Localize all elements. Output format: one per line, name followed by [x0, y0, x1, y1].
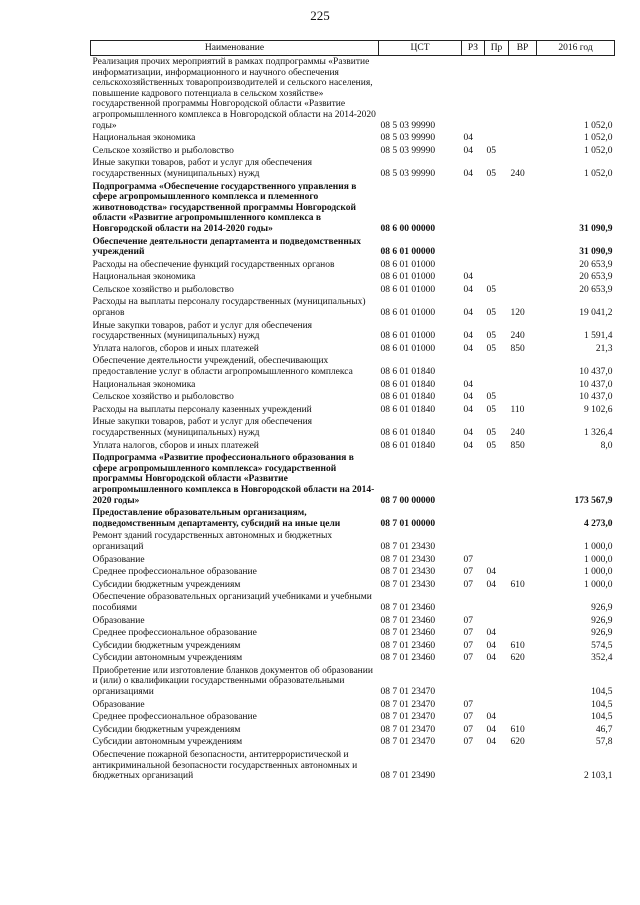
table-row — [91, 296, 615, 319]
cell-amount: 19 041,2 — [579, 308, 613, 319]
cell-amount: 8,0 — [600, 440, 613, 451]
table-row — [91, 416, 615, 439]
cell-rz: 04 — [463, 343, 473, 354]
table-row — [91, 554, 615, 567]
cell-amount: 926,9 — [591, 615, 613, 626]
table-row — [91, 320, 615, 343]
cell-rz: 07 — [463, 615, 473, 626]
cell-amount: 31 090,9 — [579, 247, 613, 258]
table-row — [91, 259, 615, 272]
cell-rz — [462, 181, 485, 236]
cell-amount: 1 591,4 — [584, 331, 613, 342]
cell-pr — [485, 132, 509, 145]
table-row — [91, 181, 615, 236]
table-row — [91, 627, 615, 640]
cell-rz: 07 — [463, 567, 473, 578]
cell-pr — [485, 507, 509, 530]
cell-cst: 08 7 01 23460 — [380, 602, 436, 613]
cell-name: Иные закупки товаров, работ и услуг для обеспечения государственных (муниципальных) нужд — [92, 417, 313, 438]
table-row — [91, 404, 615, 417]
budget-table — [90, 40, 615, 783]
cell-amount: 10 437,0 — [579, 367, 613, 378]
cell-name: Иные закупки товаров, работ и услуг для обеспечения государственных (муниципальных) нужд — [92, 158, 313, 179]
cell-pr — [485, 699, 509, 712]
table-row — [91, 579, 615, 592]
cell-name: Уплата налогов, сборов и иных платежей — [92, 440, 259, 451]
cell-amount: 46,7 — [595, 724, 613, 735]
cell-pr — [485, 591, 509, 614]
cell-name: Сельское хозяйство и рыболовство — [92, 284, 234, 295]
cell-vr — [509, 56, 537, 133]
cell-amount: 104,5 — [591, 699, 613, 710]
cell-name: Приобретение или изготовление бланков документов об образовании и (или) о квалификации государственными образовательными организациями — [92, 665, 373, 698]
cell-vr — [509, 355, 537, 378]
cell-rz — [462, 56, 485, 133]
cell-vr: 110 — [510, 404, 525, 415]
cell-name: Образование — [92, 699, 145, 710]
cell-cst: 08 7 01 23430 — [380, 554, 436, 565]
cell-cst: 08 5 03 99990 — [380, 145, 436, 156]
cell-vr — [509, 627, 537, 640]
cell-pr — [485, 530, 509, 553]
table-row — [91, 343, 615, 356]
cell-pr — [485, 56, 509, 133]
cell-amount: 926,9 — [591, 602, 613, 613]
cell-vr — [509, 615, 537, 628]
cell-vr: 850 — [510, 343, 525, 354]
cell-amount: 352,4 — [591, 653, 613, 664]
table-row — [91, 736, 615, 749]
table-row — [91, 530, 615, 553]
cell-cst: 08 7 01 00000 — [380, 518, 436, 529]
cell-rz: 04 — [463, 392, 473, 403]
table-row — [91, 699, 615, 712]
cell-cst: 08 6 01 01840 — [380, 367, 436, 378]
cell-cst: 08 6 01 01000 — [380, 272, 436, 283]
cell-amount: 1 000,0 — [584, 567, 613, 578]
cell-vr: 610 — [510, 579, 525, 590]
cell-name: Уплата налогов, сборов и иных платежей — [92, 343, 259, 354]
cell-pr — [485, 236, 509, 259]
cell-name: Обеспечение деятельности департамента и подведомственных учреждений — [92, 236, 362, 258]
cell-rz: 07 — [463, 712, 473, 723]
cell-name: Национальная экономика — [92, 133, 196, 144]
cell-cst: 08 7 01 23430 — [380, 541, 436, 552]
cell-rz: 04 — [463, 284, 473, 295]
cell-vr — [509, 379, 537, 392]
cell-amount: 173 567,9 — [574, 495, 613, 506]
cell-rz — [462, 530, 485, 553]
table-row — [91, 271, 615, 284]
cell-name: Обеспечение образовательных организаций учебниками и учебными пособиями — [92, 592, 372, 613]
cell-name: Субсидии бюджетным учреждениям — [92, 724, 241, 735]
cell-cst: 08 7 01 23430 — [380, 567, 436, 578]
cell-rz — [462, 259, 485, 272]
cell-vr: 610 — [510, 724, 525, 735]
cell-name: Среднее профессиональное образование — [92, 712, 257, 723]
cell-vr — [509, 711, 537, 724]
cell-cst: 08 6 01 01000 — [380, 259, 436, 270]
cell-pr: 04 — [486, 737, 496, 748]
cell-vr: 120 — [510, 308, 525, 319]
cell-amount: 10 437,0 — [579, 379, 613, 390]
cell-cst: 08 6 00 00000 — [380, 223, 436, 234]
cell-pr — [485, 749, 509, 783]
table-row — [91, 391, 615, 404]
cell-vr — [509, 181, 537, 236]
table-row — [91, 236, 615, 259]
cell-cst: 08 6 01 01840 — [380, 428, 436, 438]
cell-vr — [509, 271, 537, 284]
cell-pr: 04 — [486, 579, 496, 590]
cell-name: Подпрограмма «Развитие профессионального образования в сфере агропромышленного комплекса» государственной программы Новгородской области «Развитие агропромышленного комплекса в Новгородской области на 2014-2020 годы» — [92, 453, 375, 506]
cell-vr: 850 — [510, 440, 525, 451]
cell-amount: 1 000,0 — [584, 554, 613, 565]
cell-pr: 04 — [486, 567, 496, 578]
cell-rz: 04 — [463, 440, 473, 451]
table-row — [91, 652, 615, 665]
table-header — [91, 41, 615, 56]
cell-name: Реализация прочих мероприятий в рамках подпрограммы «Развитие информатизации, информационного и научного обеспечения сельскохозяйственных товаропроизводителей и сельского населения, повышение кадрового потенциала в сельском хозяйстве» государственной программы Новгородской области «Развитие агропромышленного комплекса в Новгородской области на 2014-2020 годы» — [92, 57, 376, 131]
cell-amount: 20 653,9 — [579, 259, 613, 270]
cell-amount: 1 052,0 — [584, 133, 613, 144]
cell-name: Образование — [92, 554, 145, 565]
cell-cst: 08 6 01 01000 — [380, 284, 436, 295]
cell-pr: 04 — [486, 724, 496, 735]
table-row — [91, 284, 615, 297]
table-row — [91, 355, 615, 378]
cell-cst: 08 6 01 01840 — [380, 440, 436, 451]
table-row — [91, 749, 615, 783]
cell-rz: 07 — [463, 554, 473, 565]
cell-name: Обеспечение деятельности учреждений, обеспечивающих предоставление услуг в области агропромышленного комплекса — [92, 356, 353, 378]
cell-cst: 08 7 01 23460 — [380, 628, 436, 639]
cell-rz — [462, 507, 485, 530]
table-row — [91, 566, 615, 579]
cell-pr: 04 — [486, 653, 496, 664]
cell-pr: 05 — [486, 404, 496, 415]
cell-rz: 07 — [463, 737, 473, 748]
cell-rz — [462, 749, 485, 783]
table-row — [91, 591, 615, 614]
cell-amount: 1 052,0 — [584, 145, 613, 156]
cell-rz: 04 — [463, 379, 473, 390]
cell-cst: 08 7 01 23470 — [380, 737, 436, 748]
cell-cst: 08 7 01 23470 — [380, 699, 436, 710]
cell-vr — [509, 566, 537, 579]
table-row — [91, 440, 615, 453]
table-row — [91, 507, 615, 530]
column-header-cst: ЦСТ — [379, 41, 462, 56]
cell-amount: 1 052,0 — [584, 120, 613, 131]
cell-vr: 610 — [510, 640, 525, 651]
cell-vr — [509, 391, 537, 404]
cell-pr — [485, 355, 509, 378]
cell-vr — [509, 132, 537, 145]
table-row — [91, 145, 615, 158]
cell-amount: 104,5 — [591, 712, 613, 723]
cell-name: Сельское хозяйство и рыболовство — [92, 145, 234, 156]
table-row — [91, 157, 615, 180]
cell-name: Обеспечение пожарной безопасности, антитеррористической и антикриминальной безопасности государственных автономных и бюджетных организаций — [92, 750, 358, 782]
cell-name: Подпрограмма «Обеспечение государственного управления в сфере агропромышленного комплекса и племенного животноводства» государственной программы Новгородской области «Развитие агропромышленного комплекса в Новгородской области на 2014-2020 годы» — [92, 181, 357, 234]
cell-pr: 05 — [486, 392, 496, 403]
cell-rz: 07 — [463, 699, 473, 710]
cell-amount: 9 102,6 — [584, 404, 613, 415]
cell-cst: 08 6 01 01000 — [380, 331, 436, 342]
cell-rz — [462, 236, 485, 259]
cell-pr: 05 — [486, 428, 496, 438]
cell-amount: 1 052,0 — [584, 168, 613, 179]
cell-rz — [462, 452, 485, 507]
cell-cst: 08 7 00 00000 — [380, 495, 436, 506]
cell-name: Сельское хозяйство и рыболовство — [92, 392, 234, 403]
cell-vr — [509, 452, 537, 507]
column-header-vr: ВР — [509, 41, 537, 56]
cell-name: Предоставление образовательным организациям, подведомственным департаменту, субсидий на иные цели — [92, 508, 341, 529]
cell-cst: 08 7 01 23430 — [380, 579, 436, 590]
cell-rz: 04 — [463, 168, 473, 179]
cell-rz: 04 — [463, 308, 473, 319]
cell-cst: 08 5 03 99990 — [380, 168, 436, 179]
cell-amount: 4 273,0 — [584, 518, 613, 529]
cell-vr — [509, 699, 537, 712]
cell-rz: 07 — [463, 653, 473, 664]
cell-pr: 05 — [486, 168, 496, 179]
cell-vr — [509, 554, 537, 567]
cell-name: Национальная экономика — [92, 272, 196, 283]
cell-rz — [462, 665, 485, 699]
cell-amount: 926,9 — [591, 628, 613, 639]
cell-pr: 05 — [486, 440, 496, 451]
cell-cst: 08 7 01 23490 — [380, 771, 436, 782]
cell-name: Образование — [92, 615, 145, 626]
cell-pr: 05 — [486, 284, 496, 295]
page-number: 225 — [310, 8, 330, 23]
cell-name: Субсидии автономным учреждениям — [92, 653, 243, 664]
cell-vr — [509, 284, 537, 297]
cell-pr — [485, 379, 509, 392]
table-row — [91, 379, 615, 392]
table-row — [91, 711, 615, 724]
cell-vr — [509, 665, 537, 699]
cell-pr — [485, 615, 509, 628]
column-header-name: Наименование — [91, 41, 379, 56]
cell-rz: 04 — [463, 133, 473, 144]
cell-name: Расходы на обеспечение функций государственных органов — [92, 259, 335, 270]
cell-pr — [485, 554, 509, 567]
cell-pr — [485, 259, 509, 272]
cell-vr — [509, 749, 537, 783]
table-row — [91, 132, 615, 145]
cell-vr — [509, 145, 537, 158]
cell-amount: 1 326,4 — [584, 428, 613, 438]
cell-amount: 57,8 — [595, 737, 613, 748]
cell-rz: 04 — [463, 428, 473, 438]
cell-cst: 08 7 01 23460 — [380, 653, 436, 664]
table-row — [91, 452, 615, 507]
cell-pr: 05 — [486, 145, 496, 156]
cell-rz: 07 — [463, 640, 473, 651]
cell-cst: 08 5 03 99990 — [380, 133, 436, 144]
cell-name: Субсидии автономным учреждениям — [92, 737, 243, 748]
cell-rz: 04 — [463, 404, 473, 415]
cell-name: Субсидии бюджетным учреждениям — [92, 640, 241, 651]
cell-pr: 05 — [486, 331, 496, 342]
cell-rz: 07 — [463, 628, 473, 639]
cell-cst: 08 7 01 23470 — [380, 724, 436, 735]
cell-rz: 04 — [463, 272, 473, 283]
table-row — [91, 724, 615, 737]
cell-vr: 620 — [510, 653, 525, 664]
cell-pr — [485, 181, 509, 236]
cell-name: Субсидии бюджетным учреждениям — [92, 579, 241, 590]
cell-rz: 07 — [463, 579, 473, 590]
cell-cst: 08 5 03 99990 — [380, 120, 436, 131]
cell-name: Среднее профессиональное образование — [92, 567, 257, 578]
table-body — [91, 56, 615, 783]
cell-vr — [509, 259, 537, 272]
cell-rz: 07 — [463, 724, 473, 735]
cell-cst: 08 6 01 01000 — [380, 308, 436, 319]
cell-rz: 04 — [463, 331, 473, 342]
cell-pr: 05 — [486, 343, 496, 354]
cell-amount: 21,3 — [595, 343, 613, 354]
cell-amount: 10 437,0 — [579, 392, 613, 403]
table-row — [91, 665, 615, 699]
table-row — [91, 615, 615, 628]
cell-cst: 08 7 01 23470 — [380, 687, 436, 698]
cell-name: Среднее профессиональное образование — [92, 628, 257, 639]
column-header-rz: РЗ — [462, 41, 485, 56]
column-header-year: 2016 год — [537, 41, 615, 56]
cell-pr — [485, 452, 509, 507]
cell-amount: 1 000,0 — [584, 579, 613, 590]
cell-pr — [485, 271, 509, 284]
cell-amount: 2 103,1 — [584, 771, 613, 782]
cell-amount: 20 653,9 — [579, 272, 613, 283]
cell-pr: 04 — [486, 628, 496, 639]
cell-vr — [509, 530, 537, 553]
cell-vr: 240 — [510, 331, 525, 342]
cell-cst: 08 6 01 00000 — [380, 247, 436, 258]
cell-name: Иные закупки товаров, работ и услуг для обеспечения государственных (муниципальных) нужд — [92, 320, 313, 342]
cell-rz — [462, 591, 485, 614]
cell-vr: 620 — [510, 737, 525, 748]
cell-cst: 08 6 01 01840 — [380, 379, 436, 390]
cell-pr: 04 — [486, 640, 496, 651]
cell-rz: 04 — [463, 145, 473, 156]
table-row — [91, 640, 615, 653]
cell-amount: 574,5 — [591, 640, 613, 651]
cell-vr: 240 — [510, 168, 525, 179]
cell-amount: 1 000,0 — [584, 541, 613, 552]
cell-cst: 08 6 01 01000 — [380, 343, 436, 354]
cell-name: Расходы на выплаты персоналу казенных учреждений — [92, 404, 312, 415]
cell-vr: 240 — [510, 428, 525, 438]
cell-vr — [509, 507, 537, 530]
cell-cst: 08 6 01 01840 — [380, 392, 436, 403]
cell-vr — [509, 591, 537, 614]
cell-amount: 104,5 — [591, 687, 613, 698]
table-row — [91, 56, 615, 133]
cell-amount: 31 090,9 — [579, 223, 613, 234]
cell-name: Расходы на выплаты персоналу государственных (муниципальных) органов — [92, 297, 366, 319]
cell-vr — [509, 236, 537, 259]
cell-pr: 05 — [486, 308, 496, 319]
cell-name: Национальная экономика — [92, 379, 196, 390]
column-header-pr: Пр — [485, 41, 509, 56]
cell-cst: 08 7 01 23470 — [380, 712, 436, 723]
cell-amount: 20 653,9 — [579, 284, 613, 295]
cell-name: Ремонт зданий государственных автономных и бюджетных организаций — [92, 531, 333, 552]
cell-rz — [462, 355, 485, 378]
cell-cst: 08 6 01 01840 — [380, 404, 436, 415]
cell-cst: 08 7 01 23460 — [380, 640, 436, 651]
cell-cst: 08 7 01 23460 — [380, 615, 436, 626]
cell-pr — [485, 665, 509, 699]
cell-pr: 04 — [486, 712, 496, 723]
